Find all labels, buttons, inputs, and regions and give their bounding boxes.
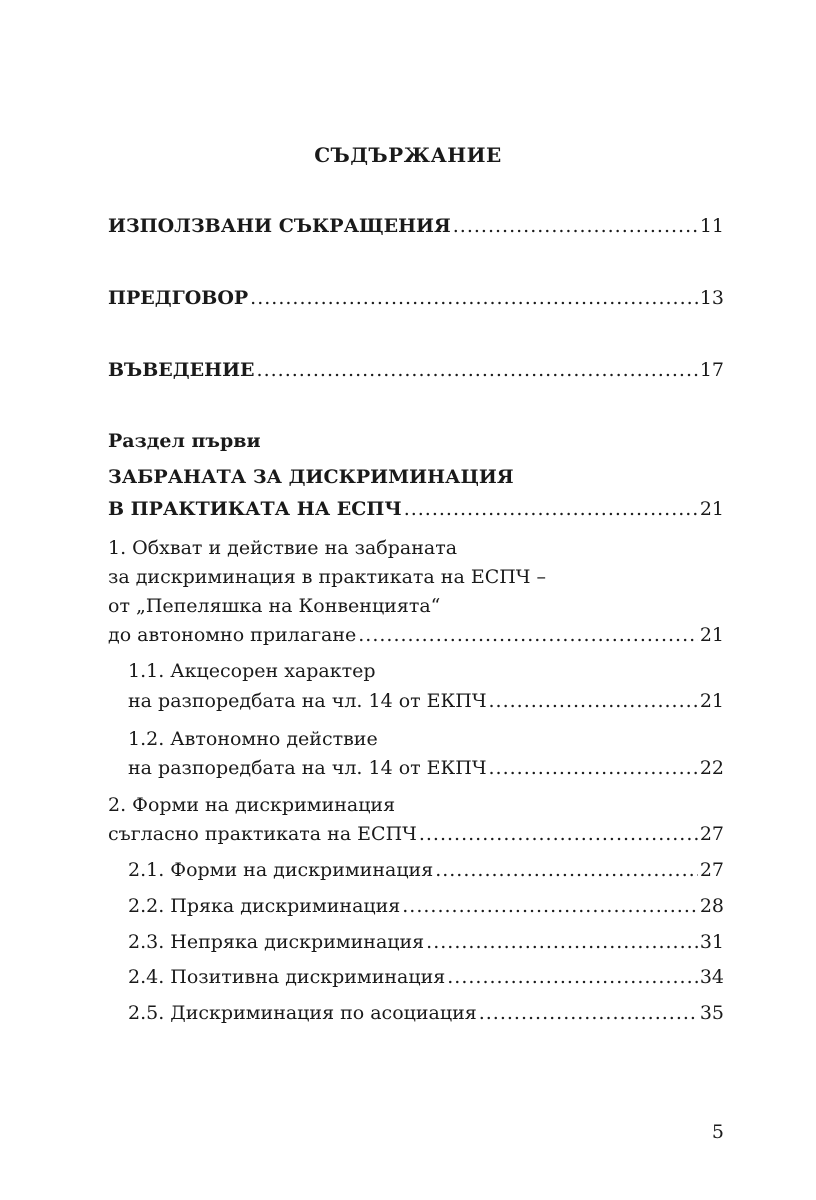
toc-entry-1-1[interactable] xyxy=(128,688,724,714)
toc-entry-preface[interactable] xyxy=(108,285,724,311)
toc-page-number: 31 xyxy=(699,931,724,953)
toc-entry-2-4[interactable] xyxy=(128,964,724,990)
toc-entry-label: на разпоредбата на чл. 14 от ЕКПЧ xyxy=(128,757,487,779)
dot-leader xyxy=(419,821,698,847)
toc-entry-label: ИЗПОЛЗВАНИ СЪКРАЩЕНИЯ xyxy=(108,215,451,237)
page-title: СЪДЪРЖАНИЕ xyxy=(314,143,502,167)
toc-page-number: 13 xyxy=(699,287,724,309)
dot-leader xyxy=(489,755,698,781)
toc-page-number: 35 xyxy=(699,1002,724,1024)
toc-entry-1-line1: 1. Обхват и действие на забраната xyxy=(108,537,458,559)
toc-entry-1-line2: за дискриминация в практиката на ЕСПЧ – xyxy=(108,566,547,588)
toc-page-number: 34 xyxy=(699,966,724,988)
toc-entry-2-line1: 2. Форми на дискриминация xyxy=(108,794,396,816)
toc-entry-introduction[interactable] xyxy=(108,357,724,383)
toc-entry-label: 2.1. Форми на дискриминация xyxy=(128,859,434,881)
toc-entry-2[interactable] xyxy=(108,821,724,847)
dot-leader xyxy=(257,357,698,383)
dot-leader xyxy=(404,496,698,522)
toc-entry-1-2-line1: 1.2. Автономно действие xyxy=(128,728,378,750)
toc-page-number: 22 xyxy=(699,757,724,779)
dot-leader xyxy=(435,857,698,883)
toc-page-number: 17 xyxy=(699,359,724,381)
toc-entry-2-1[interactable] xyxy=(128,857,724,883)
dot-leader xyxy=(447,964,698,990)
toc-entry-abbreviations[interactable] xyxy=(108,213,724,239)
dot-leader xyxy=(489,688,698,714)
toc-entry-1-line3: от „Пепеляшка на Конвенцията“ xyxy=(108,595,441,617)
toc-entry-2-2[interactable] xyxy=(128,893,724,919)
toc-page-number: 27 xyxy=(699,823,724,845)
toc-entry-1-1-line1: 1.1. Акцесорен характер xyxy=(128,660,376,682)
toc-page-number: 27 xyxy=(699,859,724,881)
toc-entry-label: ПРЕДГОВОР xyxy=(108,287,249,309)
toc-entry-1-2[interactable] xyxy=(128,755,724,781)
toc-entry-2-5[interactable] xyxy=(128,1000,724,1026)
toc-entry-section1-line1: ЗАБРАНАТА ЗА ДИСКРИМИНАЦИЯ xyxy=(108,466,514,488)
toc-entry-label: до автономно прилагане xyxy=(108,624,357,646)
toc-entry-label: В ПРАКТИКАТА НА ЕСПЧ xyxy=(108,498,402,520)
toc-entry-label: на разпоредбата на чл. 14 от ЕКПЧ xyxy=(128,690,487,712)
dot-leader xyxy=(426,929,698,955)
toc-entry-label: 2.3. Непряка дискриминация xyxy=(128,931,425,953)
dot-leader xyxy=(250,285,698,311)
toc-entry-label: ВЪВЕДЕНИЕ xyxy=(108,359,255,381)
toc-page-number: 28 xyxy=(699,895,724,917)
dot-leader xyxy=(402,893,698,919)
toc-entry-2-3[interactable] xyxy=(128,929,724,955)
toc-entry-label: 2.5. Дискриминация по асоциация xyxy=(128,1002,477,1024)
toc-entry-1[interactable] xyxy=(108,622,724,648)
toc-page-number: 21 xyxy=(699,624,724,646)
dot-leader xyxy=(453,213,698,239)
toc-page-number: 21 xyxy=(699,690,724,712)
toc-entry-section1[interactable] xyxy=(108,496,724,522)
toc-entry-label: съгласно практиката на ЕСПЧ xyxy=(108,823,417,845)
dot-leader xyxy=(358,622,698,648)
toc-page-number: 11 xyxy=(699,215,724,237)
toc-page-number: 21 xyxy=(699,498,724,520)
toc-entry-label: 2.2. Пряка дискриминация xyxy=(128,895,401,917)
dot-leader xyxy=(479,1000,698,1026)
section-heading: Раздел първи xyxy=(108,430,261,452)
toc-entry-label: 2.4. Позитивна дискриминация xyxy=(128,966,446,988)
page-number: 5 xyxy=(711,1121,724,1143)
